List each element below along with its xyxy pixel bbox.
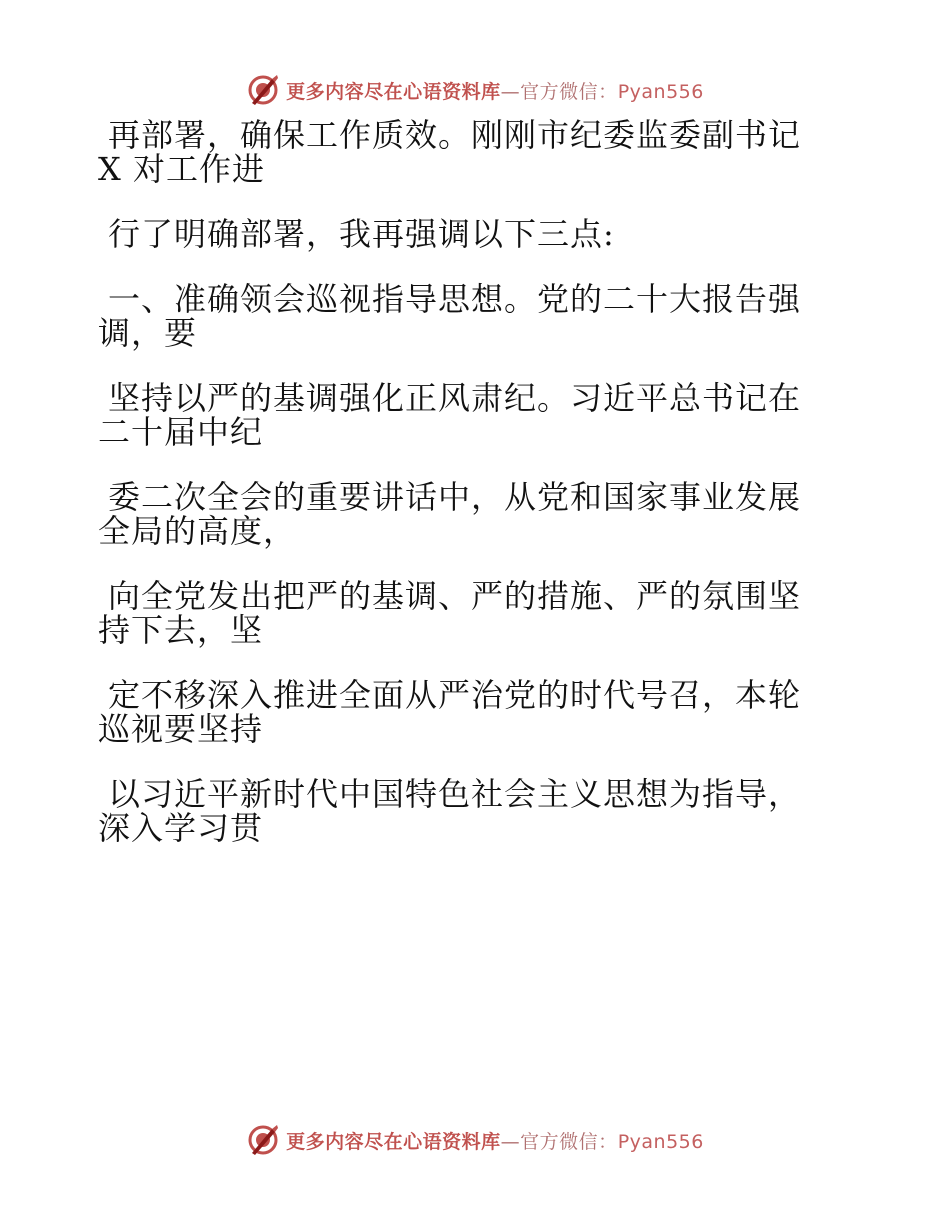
watermark-main: 更多内容尽在心语资料库 xyxy=(286,1130,501,1153)
paragraph xyxy=(98,217,838,251)
paragraph xyxy=(98,282,838,350)
text-line: 一、准确领会巡视指导思想。党的二十大报告强 xyxy=(108,280,802,318)
text-line: 委二次全会的重要讲话中，从党和国家事业发展 xyxy=(108,478,802,516)
text-line: 二十届中纪 xyxy=(98,413,264,451)
footer-watermark xyxy=(0,1120,950,1160)
text-line: 行了明确部署，我再强调以下三点: xyxy=(108,215,615,253)
watermark-text xyxy=(286,77,704,104)
watermark-label: 官方微信： xyxy=(520,80,618,103)
document-body xyxy=(98,118,838,876)
watermark-text xyxy=(286,1127,704,1154)
header-watermark xyxy=(0,70,950,110)
paragraph xyxy=(98,381,838,449)
watermark-id: Pyan556 xyxy=(617,80,704,103)
paragraph xyxy=(98,678,838,746)
text-line: 调，要 xyxy=(98,314,198,352)
pen-logo-icon xyxy=(246,1123,280,1157)
text-line: 坚持以严的基调强化正风肃纪。习近平总书记在 xyxy=(108,379,802,417)
paragraph xyxy=(98,579,838,647)
text-line: 深入学习贯 xyxy=(98,809,264,847)
watermark-id: Pyan556 xyxy=(617,1130,704,1153)
text-line: 向全党发出把严的基调、严的措施、严的氛围坚 xyxy=(108,577,802,615)
text-line: 持下去，坚 xyxy=(98,611,264,649)
text-line: 再部署，确保工作质效。刚刚市纪委监委副书记 xyxy=(108,116,802,154)
watermark-separator: — xyxy=(500,1130,521,1153)
text-line: 全局的高度， xyxy=(98,512,297,550)
watermark-main: 更多内容尽在心语资料库 xyxy=(286,80,501,103)
watermark-separator: — xyxy=(500,80,521,103)
paragraph xyxy=(98,480,838,548)
paragraph xyxy=(98,777,838,845)
text-line: X 对工作进 xyxy=(98,150,265,188)
text-line: 定不移深入推进全面从严治党的时代号召，本轮 xyxy=(108,676,802,714)
text-line: 巡视要坚持 xyxy=(98,710,264,748)
watermark-label: 官方微信： xyxy=(520,1130,618,1153)
text-line: 以习近平新时代中国特色社会主义思想为指导， xyxy=(108,775,802,813)
pen-logo-icon xyxy=(246,73,280,107)
paragraph xyxy=(98,118,838,186)
